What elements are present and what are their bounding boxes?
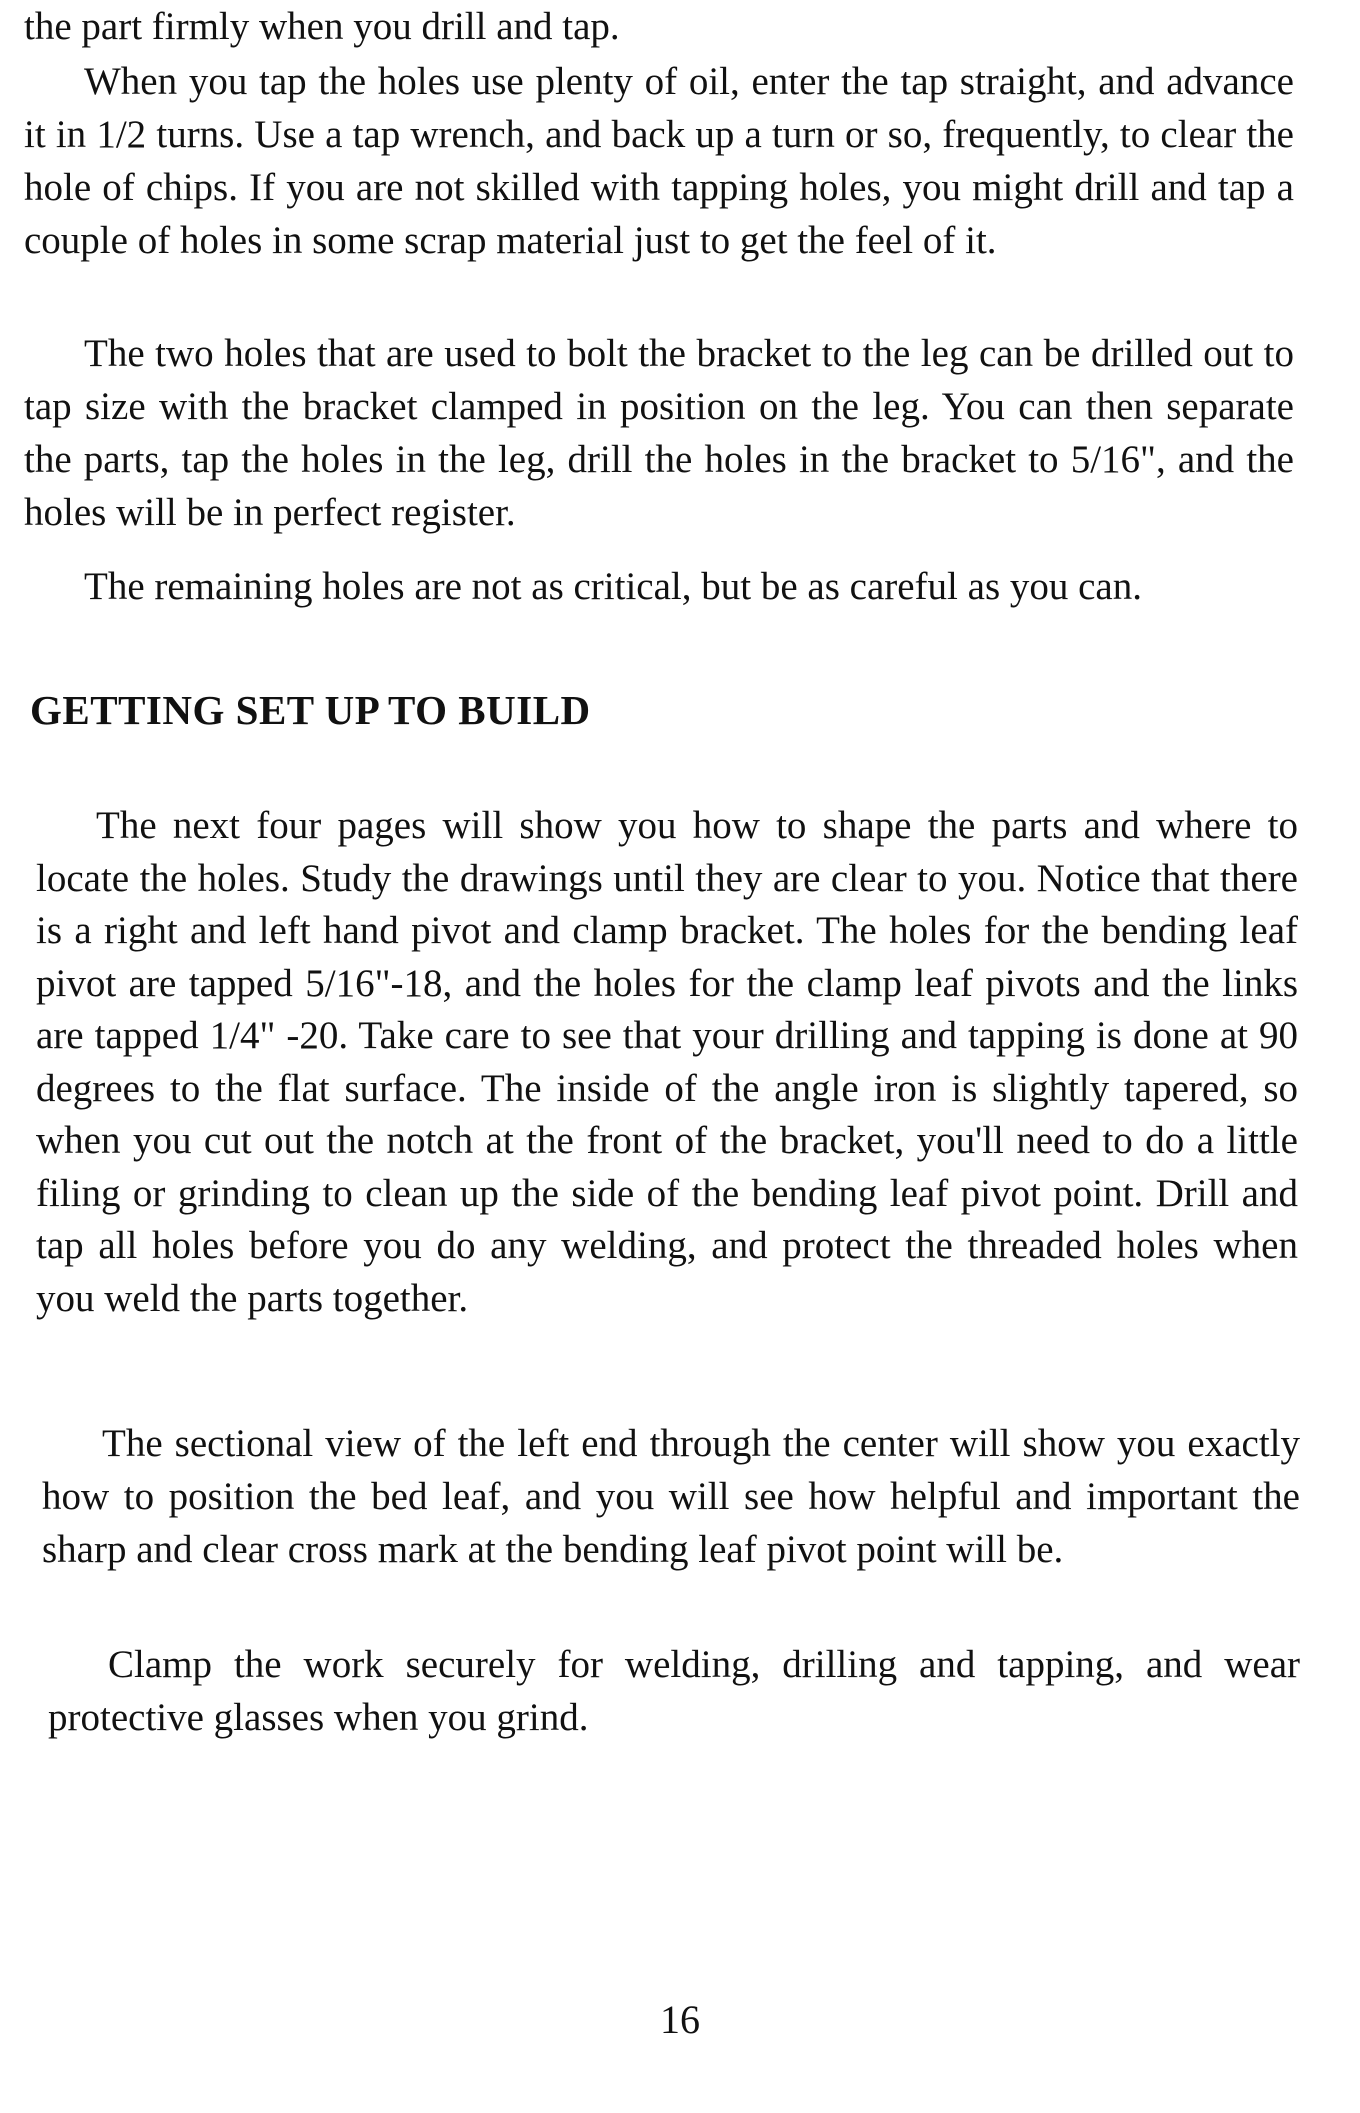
paragraph-tapping-holes: When you tap the holes use plenty of oil, enter the tap straight, and advance it in 1/2 turns. Use a tap wrench, and back up a turn or so, frequently, to clear the hole of chips. If you are not skilled with tapping holes, you might drill and tap a couple of holes in some scrap material just to get the feel of it. [24, 60, 1294, 262]
paragraph-next-four-pages: The next four pages will show you how to shape the parts and where to locate the holes. Study the drawings until they are clear to you. Notice that there is a right and left hand pivot and clamp bracket. The holes for the bending leaf pivot are tapped 5/16"-18, and the holes for the clamp leaf pivots and the links are tapped 1/4" -20. Take care to see that your drilling and tapping is done at 90 degrees to the flat surface. The inside of the angle iron is slightly tapered, so when you cut out the notch at the front of the bracket, you'll need to do a little filing or grinding to clean up the side of the bending leaf pivot point. Drill and tap all holes before you do any welding, and protect the threaded holes when you weld the parts together. [36, 804, 1298, 1320]
paragraph-continuation: the part firmly when you drill and tap. [24, 5, 620, 48]
paragraph-bracket-holes: The two holes that are used to bolt the bracket to the leg can be drilled out to tap size with the bracket clamped in position on the leg. You can then separate the parts, tap the holes in the leg, drill the holes in the bracket to 5/16", and the holes will be in perfect register. [24, 332, 1294, 534]
paragraph-sectional-view: The sectional view of the left end through the center will show you exactly how to position the bed leaf, and you will see how helpful and important the sharp and clear cross mark at the bending leaf pivot point will be. [42, 1422, 1300, 1571]
section-heading: GETTING SET UP TO BUILD [30, 687, 591, 733]
paragraph-remaining-holes: The remaining holes are not as critical, but be as careful as you can. [84, 565, 1142, 608]
paragraph-safety: Clamp the work securely for welding, drilling and tapping, and wear protective glasses when you grind. [48, 1643, 1300, 1739]
page-number: 16 [660, 1997, 700, 2042]
